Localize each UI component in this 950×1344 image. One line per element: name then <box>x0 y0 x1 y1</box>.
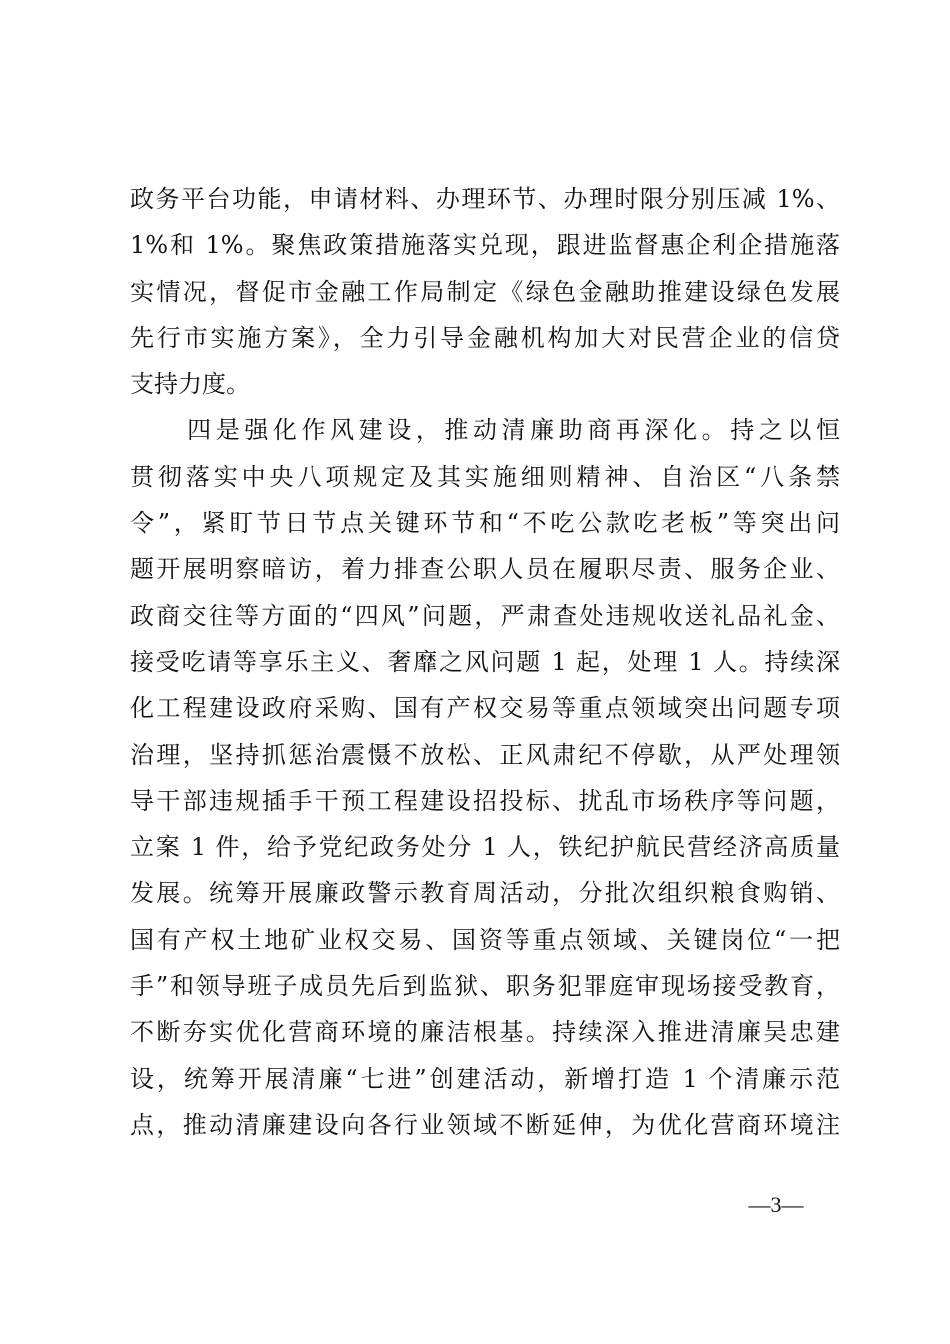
page-number: —3— <box>748 1192 804 1217</box>
text-line: 贯彻落实中央八项规定及其实施细则精神、自治区“八条禁 <box>130 462 840 491</box>
text-line: 导干部违规插手干预工程建设招投标、扰乱市场秩序等问题， <box>130 786 840 815</box>
text-line: 实情况，督促市金融工作局制定《绿色金融助推建设绿色发展 <box>130 277 840 306</box>
text-line: 接受吃请等享乐主义、奢靡之风问题 1 起，处理 1 人。持续深 <box>130 647 840 676</box>
text-line: 1%和 1%。聚焦政策措施落实兑现，跟进监督惠企利企措施落 <box>130 231 840 260</box>
text-line: 国有产权土地矿业权交易、国资等重点领域、关键岗位“一把 <box>130 925 840 954</box>
text-line: 手”和领导班子成员先后到监狱、职务犯罪庭审现场接受教育， <box>130 972 840 1001</box>
text-line: 发展。统筹开展廉政警示教育周活动，分批次组织粮食购销、 <box>130 879 840 908</box>
text-line: 支持力度。 <box>130 370 250 399</box>
text-line: 先行市实施方案》，全力引导金融机构加大对民营企业的信贷 <box>130 323 840 352</box>
text-line: 政商交往等方面的“四风”问题，严肃查处违规收送礼品礼金、 <box>130 601 840 630</box>
text-line: 化工程建设政府采购、国有产权交易等重点领域突出问题专项 <box>130 694 840 723</box>
text-line: 令”，紧盯节日节点关键环节和“不吃公款吃老板”等突出问 <box>130 509 840 538</box>
body-text <box>130 176 840 1148</box>
paragraph-start-line: 四是强化作风建设，推动清廉助商再深化。持之以恒 <box>130 416 840 445</box>
text-line: 点，推动清廉建设向各行业领域不断延伸，为优化营商环境注 <box>130 1110 840 1139</box>
text-line: 设，统筹开展清廉“七进”创建活动，新增打造 1 个清廉示范 <box>130 1064 840 1093</box>
text-line: 政务平台功能，申请材料、办理环节、办理时限分别压减 1%、 <box>130 185 840 213</box>
text-line: 题开展明察暗访，着力排查公职人员在履职尽责、服务企业、 <box>130 555 840 584</box>
text-line: 治理，坚持抓惩治震慑不放松、正风肃纪不停歇，从严处理领 <box>130 740 840 769</box>
text-line: 不断夯实优化营商环境的廉洁根基。持续深入推进清廉吴忠建 <box>130 1018 840 1047</box>
text-line: 立案 1 件，给予党纪政务处分 1 人，铁纪护航民营经济高质量 <box>130 833 840 862</box>
